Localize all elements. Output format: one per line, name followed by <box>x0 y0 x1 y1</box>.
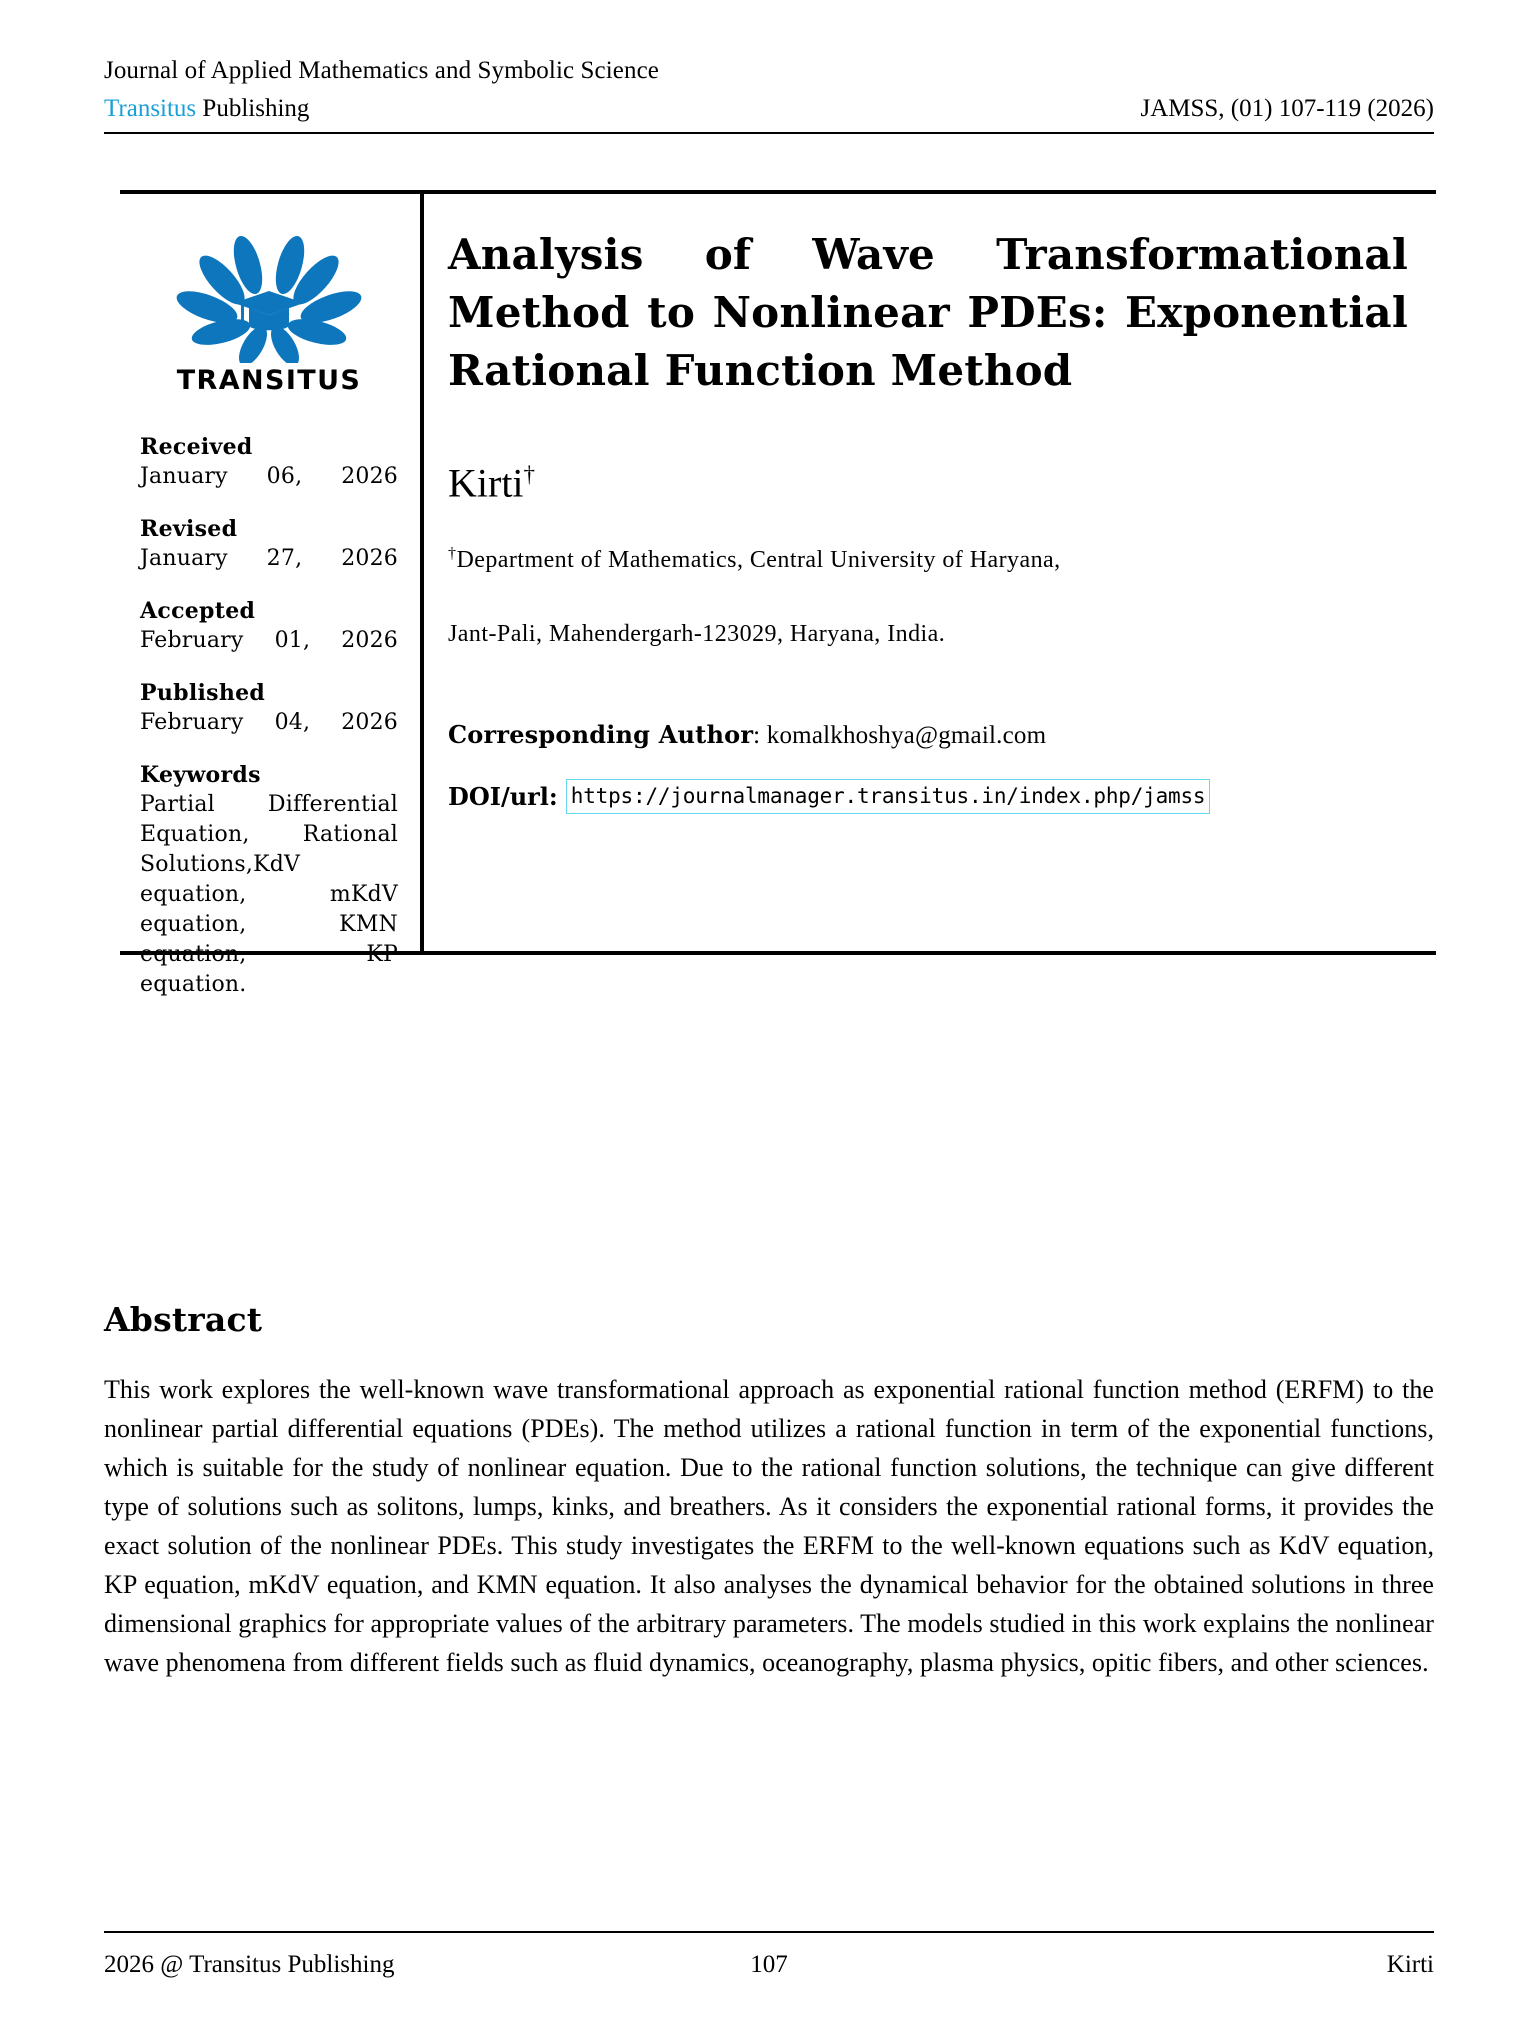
affiliation-line-1 <box>448 526 1408 588</box>
metadata-label: Published <box>140 680 266 706</box>
article-info-box <box>120 190 1436 997</box>
footer-rule <box>104 1931 1434 1933</box>
affiliation-marker: † <box>448 545 457 563</box>
metadata-value: February 04, 2026 <box>140 710 398 735</box>
doi-url-link[interactable]: https://journalmanager.transitus.in/index.php/jamss <box>566 779 1211 814</box>
running-head <box>104 54 1434 126</box>
publisher-suffix: Publishing <box>196 95 310 122</box>
footer-author: Kirti <box>1386 1951 1434 1978</box>
author-name <box>448 450 1408 508</box>
infobox-vertical-divider <box>420 192 424 953</box>
laurel-wreath-graduation-cap-icon <box>174 228 364 363</box>
metadata-item-keywords <box>140 760 398 1000</box>
metadata-value: January 06, 2026 <box>140 464 398 489</box>
metadata-value: January 27, 2026 <box>140 546 398 571</box>
infobox-top-rule <box>120 190 1436 194</box>
page-title: Analysis of Wave Transformational Method to Nonlinear PDEs: Exponential Rational Function Method <box>448 230 1408 395</box>
header-rule <box>104 132 1434 134</box>
publisher-logo <box>140 208 398 396</box>
author-label: Kirti <box>448 460 524 506</box>
title-column <box>448 208 1408 814</box>
corresponding-author-label: Corresponding Author <box>448 720 754 750</box>
metadata-item-received <box>140 432 398 492</box>
affiliation-text-1: Department of Mathematics, Central University of Haryana, <box>456 547 1061 574</box>
abstract-heading: Abstract <box>104 1300 263 1339</box>
page-footer <box>104 1948 1434 1982</box>
author-affiliation-marker: † <box>523 462 536 487</box>
metadata-item-published <box>140 678 398 738</box>
corresponding-author-row <box>448 718 1408 753</box>
journal-name: Journal of Applied Mathematics and Symbolic Science <box>104 57 659 84</box>
metadata-item-revised <box>140 514 398 574</box>
metadata-value: February 01, 2026 <box>140 628 398 653</box>
abstract-body: This work explores the well-known wave transformational approach as exponential rational function method (ERFM) to the nonlinear partial differential equations (PDEs). The method utilizes a rational function in term of the exponential functions, which is suitable for the study of nonlinear equation. Due to the rational function solutions, the technique can give different type of solutions such as solitons, lumps, kinks, and breathers. As it considers the exponential rational forms, it provides the exact solution of the nonlinear PDEs. This study investigates the ERFM to the well-known equations such as KdV equation, KP equation, mKdV equation, and KMN equation. It also analyses the dynamical behavior for the obtained solutions in three dimensional graphics for appropriate values of the arbitrary parameters. The models studied in this work explains the nonlinear wave phenomena from different fields such as fluid dynamics, oceanography, plasma physics, opitic fibers, and other sciences. <box>104 1375 1434 1677</box>
metadata-label: Revised <box>140 516 238 542</box>
publisher-brand: Transitus <box>104 95 197 122</box>
metadata-label: Accepted <box>140 598 256 624</box>
affiliation-text-2: Jant-Pali, Mahendergarh-123029, Haryana, India. <box>448 621 946 648</box>
metadata-list <box>140 432 398 1000</box>
corresponding-author-email: : komalkhoshya@gmail.com <box>753 722 1047 750</box>
citation-line: JAMSS, (01) 107-119 (2026) <box>1140 95 1434 122</box>
running-head-second-line <box>104 92 1434 126</box>
metadata-item-accepted <box>140 596 398 656</box>
keywords-value: Partial Differential Equation, Rational Solutions,KdV equation, mKdV equation, KMN equation, KP equation. <box>140 792 398 997</box>
keywords-label: Keywords <box>140 762 261 788</box>
doi-row <box>448 779 1408 814</box>
doi-label: DOI/url: <box>448 781 558 811</box>
footer-copyright: 2026 @ Transitus Publishing <box>104 1951 395 1978</box>
footer-page-number: 107 <box>750 1951 788 1978</box>
metadata-column <box>140 208 398 1022</box>
affiliation-line-2 <box>448 606 1408 662</box>
publisher-label <box>104 92 309 126</box>
metadata-label: Received <box>140 434 253 460</box>
abstract-section <box>104 1300 1434 1682</box>
logo-wordmark: TRANSITUS <box>176 365 362 396</box>
